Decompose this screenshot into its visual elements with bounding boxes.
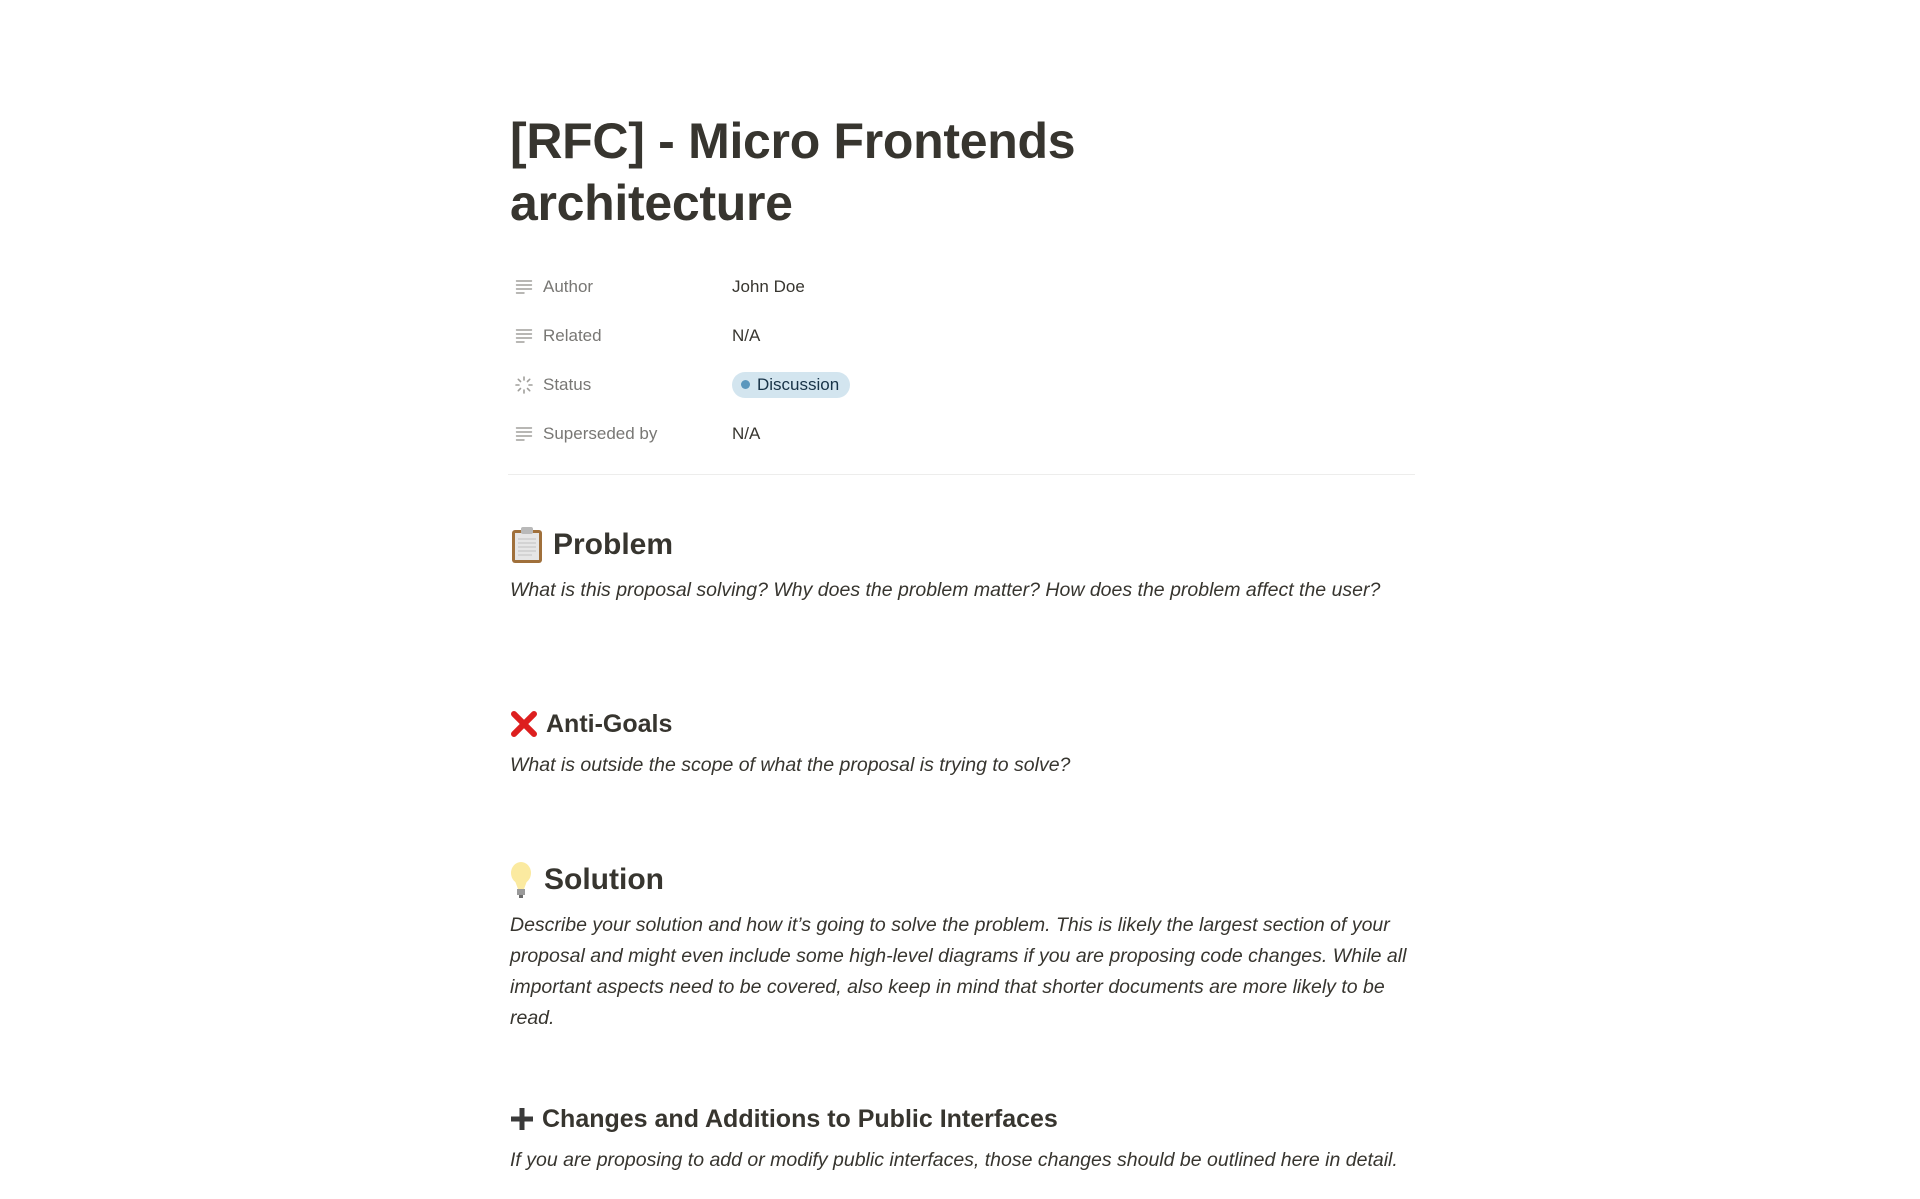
- property-key-superseded-by[interactable]: [510, 417, 732, 451]
- property-row-status: [510, 360, 1415, 409]
- page-title[interactable]: [RFC] - Micro Frontends architecture: [510, 113, 1076, 231]
- plus-icon: [510, 1107, 534, 1131]
- property-row-author: [510, 262, 1415, 311]
- section-anti-goals: [510, 707, 1415, 781]
- heading-text: Solution: [544, 863, 664, 896]
- property-label: Related: [543, 325, 602, 345]
- section-heading-problem[interactable]: [510, 525, 1415, 565]
- status-dot-icon: [741, 380, 750, 389]
- section-body[interactable]: Describe your solution and how it’s going to solve the problem. This is likely the largest section of your proposal and might even include some high-level diagrams if you are proposing code changes. While all important aspects need to be covered, also keep in mind that shorter documents are more likely to be read.: [510, 914, 1407, 1029]
- section-changes-public-interfaces: [510, 1102, 1415, 1176]
- property-label: Author: [543, 276, 594, 296]
- section-body[interactable]: If you are proposing to add or modify public interfaces, those changes should be outlined here in detail.: [510, 1149, 1398, 1171]
- text-lines-icon: [514, 277, 534, 297]
- lightbulb-icon: [510, 861, 532, 899]
- properties-table: [510, 262, 1415, 458]
- section-heading-anti-goals[interactable]: [510, 707, 1415, 741]
- property-label: Status: [543, 374, 592, 394]
- status-badge[interactable]: [732, 372, 850, 398]
- section-solution: [510, 860, 1415, 1034]
- property-value-status[interactable]: [732, 372, 850, 398]
- property-key-related[interactable]: [510, 319, 732, 353]
- property-value-author[interactable]: John Doe: [732, 276, 805, 296]
- divider: [508, 474, 1415, 475]
- property-key-author[interactable]: [510, 270, 732, 304]
- text-lines-icon: [514, 326, 534, 346]
- section-heading-solution[interactable]: [510, 860, 1415, 900]
- text-lines-icon: [514, 424, 534, 444]
- property-value-superseded-by[interactable]: N/A: [732, 423, 761, 443]
- clipboard-icon: [510, 526, 544, 564]
- property-value-related[interactable]: N/A: [732, 325, 761, 345]
- heading-text: Problem: [553, 528, 674, 561]
- status-spinner-icon: [514, 375, 534, 395]
- property-key-status[interactable]: [510, 368, 732, 402]
- property-label: Superseded by: [543, 423, 658, 443]
- status-label: Discussion: [757, 374, 840, 394]
- property-row-superseded-by: [510, 409, 1415, 458]
- property-row-related: [510, 311, 1415, 360]
- section-body[interactable]: What is this proposal solving? Why does the problem matter? How does the problem affect the user?: [510, 579, 1381, 601]
- red-cross-icon: [510, 710, 538, 738]
- heading-text: Changes and Additions to Public Interfaces: [542, 1104, 1058, 1133]
- heading-text: Anti-Goals: [546, 709, 673, 738]
- section-problem: [510, 525, 1415, 606]
- section-body[interactable]: What is outside the scope of what the proposal is trying to solve?: [510, 754, 1071, 776]
- section-heading-changes[interactable]: [510, 1102, 1415, 1136]
